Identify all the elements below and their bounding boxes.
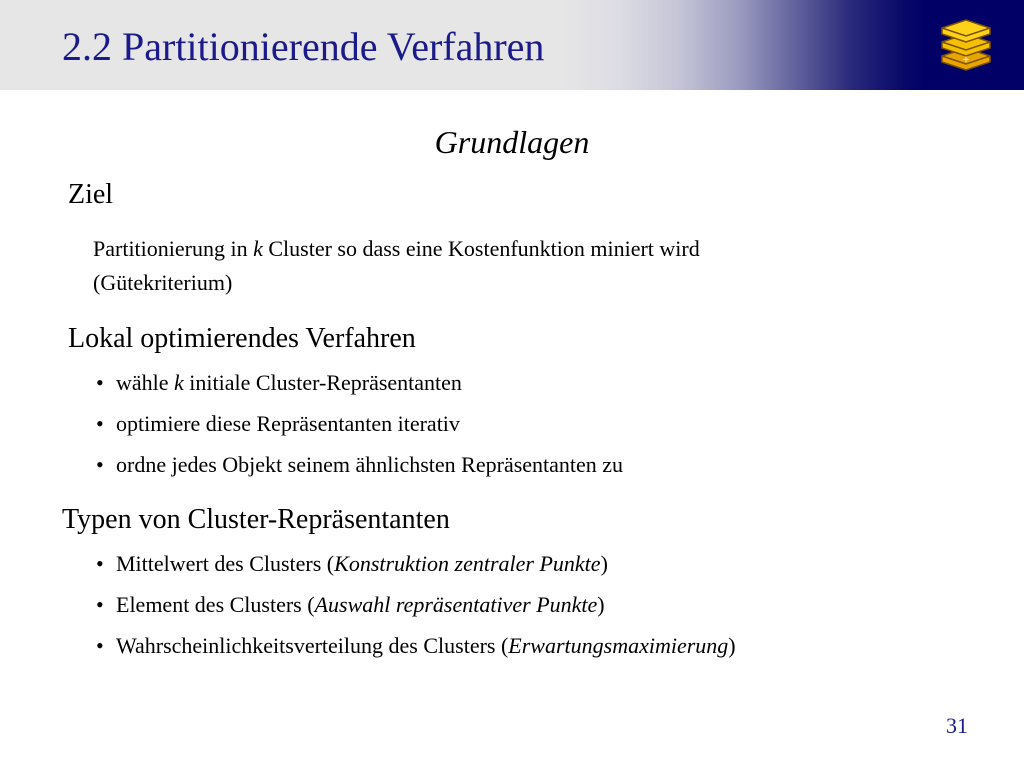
bullet-text: Wahrscheinlichkeitsverteilung des Clusters ( <box>116 633 509 658</box>
database-layers-logo-icon <box>936 18 996 74</box>
list-item <box>96 444 623 485</box>
bullet-text: ordne jedes Objekt seinem ähnlichsten Repräsentanten zu <box>116 452 624 477</box>
slide-title: 2.2 Partitionierende Verfahren <box>62 24 545 69</box>
ziel-line-2: (Gütekriterium) <box>93 270 233 295</box>
heading-typen: Typen von Cluster-Repräsentanten <box>62 504 450 535</box>
bullet-icon: • <box>96 370 104 395</box>
bullet-text: ) <box>597 592 605 617</box>
ziel-variable-k: k <box>253 236 263 261</box>
page-number: 31 <box>946 713 968 738</box>
bullet-text: wähle <box>116 370 175 395</box>
lokal-bullet-list <box>96 362 623 485</box>
bullet-italic-text: Konstruktion zentraler Punkte <box>334 551 601 576</box>
bullet-text: initiale Cluster-Repräsentanten <box>183 370 462 395</box>
bullet-text: Element des Clusters ( <box>116 592 315 617</box>
bullet-icon: • <box>96 551 104 576</box>
bullet-text: ) <box>600 551 608 576</box>
bullet-icon: • <box>96 633 104 658</box>
heading-ziel: Ziel <box>68 179 114 210</box>
ziel-line-1 <box>93 232 700 266</box>
bullet-icon: • <box>96 592 104 617</box>
slide-subtitle: Grundlagen <box>434 124 590 160</box>
bullet-icon: • <box>96 452 104 477</box>
bullet-text: optimiere diese Repräsentanten iterativ <box>116 411 460 436</box>
list-item <box>96 362 623 403</box>
variable-k: k <box>174 370 184 395</box>
bullet-italic-text: Auswahl repräsentativer Punkte <box>314 592 598 617</box>
bullet-icon: • <box>96 411 104 436</box>
ziel-text-b: Cluster so dass eine Kostenfunktion miniert wird <box>262 236 700 261</box>
bullet-text: Mittelwert des Clusters ( <box>116 551 335 576</box>
typen-bullet-list <box>96 543 736 666</box>
ziel-paragraph <box>93 232 700 300</box>
list-item <box>96 543 736 584</box>
heading-lokal: Lokal optimierendes Verfahren <box>68 323 416 354</box>
bullet-italic-text: Erwartungsmaximierung <box>508 633 729 658</box>
list-item <box>96 403 623 444</box>
list-item <box>96 625 736 666</box>
list-item <box>96 584 736 625</box>
slide-header <box>0 0 1024 90</box>
ziel-text-a: Partitionierung in <box>93 236 254 261</box>
svg-text:+: + <box>962 55 970 65</box>
bullet-text: ) <box>728 633 736 658</box>
